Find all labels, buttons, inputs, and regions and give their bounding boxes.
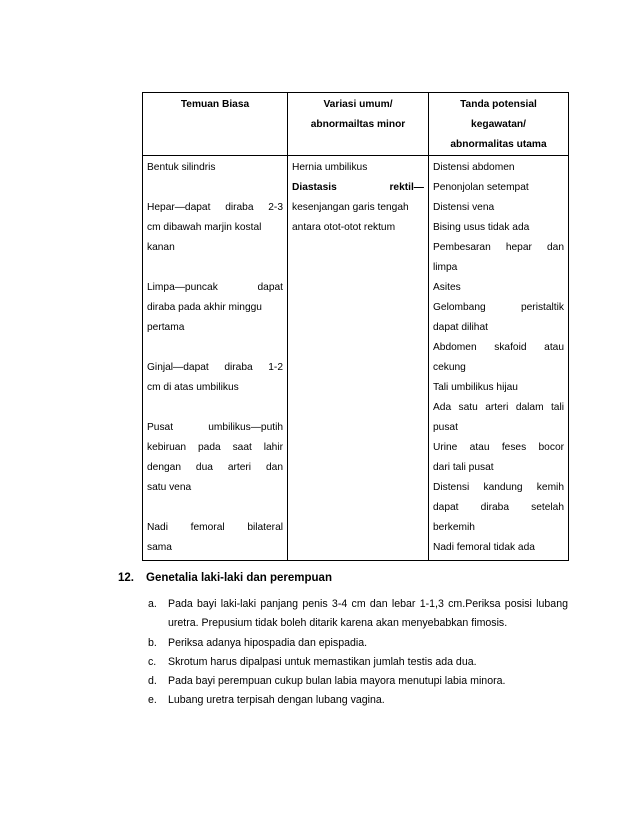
cell-temuan-biasa (143, 156, 288, 561)
list-item-text: Pada bayi perempuan cukup bulan labia mayora menutupi labia minora. (168, 675, 506, 688)
cell-line: Limpa—puncak dapat (147, 282, 283, 293)
cell-line: dengan dua arteri dan (147, 462, 283, 473)
cell-line: Urine atau feses bocor (433, 442, 564, 453)
section-heading (118, 572, 332, 584)
list-item (148, 653, 568, 672)
cell-line (147, 498, 283, 518)
cell-line: Diastasis rektil— (292, 182, 424, 193)
table-row (143, 156, 569, 561)
cell-line: berkemih (433, 522, 475, 533)
cell-line: dapat diraba setelah (433, 502, 564, 513)
cell-line: Abdomen skafoid atau (433, 342, 564, 353)
cell-line (147, 338, 283, 358)
cell-line: dari tali pusat (433, 462, 494, 473)
cell-line: diraba pada akhir minggu (147, 302, 262, 313)
cell-line: pertama (147, 322, 185, 333)
cell-line: kesenjangan garis tengah (292, 202, 409, 213)
cell-line: Nadi femoral bilateral (147, 522, 283, 533)
cell-line: Distensi abdomen (433, 162, 515, 173)
cell-line: Asites (433, 282, 461, 293)
list-item-label: e. (148, 694, 157, 707)
header-line: Variasi umum/ (323, 99, 393, 110)
table-header-row (143, 93, 569, 156)
cell-line (147, 258, 283, 278)
list-item-text: Periksa adanya hipospadia dan epispadia. (168, 636, 368, 649)
list-item-text: Lubang uretra terpisah dengan lubang vagina. (168, 694, 385, 707)
cell-line: cekung (433, 362, 466, 373)
header-line: Temuan Biasa (180, 99, 250, 110)
cell-line: kebiruan pada saat lahir (147, 442, 283, 453)
cell-line: sama (147, 542, 172, 553)
cell-line: dapat dilihat (433, 322, 488, 333)
cell-line: limpa (433, 262, 458, 273)
header-line: abnormalitas utama (450, 139, 547, 150)
header-temuan-biasa (143, 93, 288, 156)
list-item-label: d. (148, 675, 157, 688)
list-item (148, 672, 568, 691)
header-line: kegawatan/ (471, 119, 526, 130)
header-line: abnormailtas minor (310, 119, 406, 130)
list-item-label: c. (148, 655, 157, 668)
list-item-label: b. (148, 636, 157, 649)
cell-line: Distensi kandung kemih (433, 482, 564, 493)
cell-line: Pusat umbilikus—putih (147, 422, 283, 433)
cell-line: cm di atas umbilikus (147, 382, 239, 393)
cell-line: Hernia umbilikus (292, 162, 368, 173)
list-item (148, 595, 568, 634)
cell-line: Nadi femoral tidak ada (433, 542, 535, 553)
abdomen-findings-table (142, 92, 569, 561)
cell-line: Tali umbilikus hijau (433, 382, 518, 393)
cell-line: Hepar—dapat diraba 2-3 (147, 202, 283, 213)
header-variasi-umum (288, 93, 429, 156)
list-item-text: Pada bayi laki-laki panjang penis 3-4 cm dan lebar 1-1,3 cm.Periksa posisi lubang uretra. Prepusium tidak boleh ditarik karena akan menyebabkan fimosis. (168, 598, 568, 630)
cell-line: Ginjal—dapat diraba 1-2 (147, 362, 283, 373)
cell-line: pusat (433, 422, 458, 433)
list-item (148, 691, 568, 710)
cell-line: Penonjolan setempat (433, 182, 529, 193)
header-line: Tanda potensial (460, 99, 537, 110)
list-item (148, 634, 568, 653)
cell-tanda-potensial (429, 156, 569, 561)
list-item-label: a. (148, 598, 157, 610)
cell-variasi-umum (288, 156, 429, 561)
cell-line: satu vena (147, 482, 192, 493)
cell-line: Distensi vena (433, 202, 495, 213)
cell-line: antara otot-otot rektum (292, 222, 396, 233)
list-item-text: Skrotum harus dipalpasi untuk memastikan jumlah testis ada dua. (168, 655, 477, 668)
cell-line: kanan (147, 242, 175, 253)
cell-line: Gelombang peristaltik (433, 302, 564, 313)
cell-line (147, 178, 283, 198)
cell-line: Ada satu arteri dalam tali (433, 402, 564, 413)
section-number: 12. (118, 572, 134, 584)
header-tanda-potensial (429, 93, 569, 156)
section-title: Genetalia laki-laki dan perempuan (146, 572, 332, 584)
cell-line: cm dibawah marjin kostal (147, 222, 262, 233)
cell-line: Pembesaran hepar dan (433, 242, 564, 253)
cell-line: Bising usus tidak ada (433, 222, 530, 233)
genetalia-list (148, 595, 568, 711)
cell-line: Bentuk silindris (147, 162, 216, 173)
cell-line (147, 398, 283, 418)
